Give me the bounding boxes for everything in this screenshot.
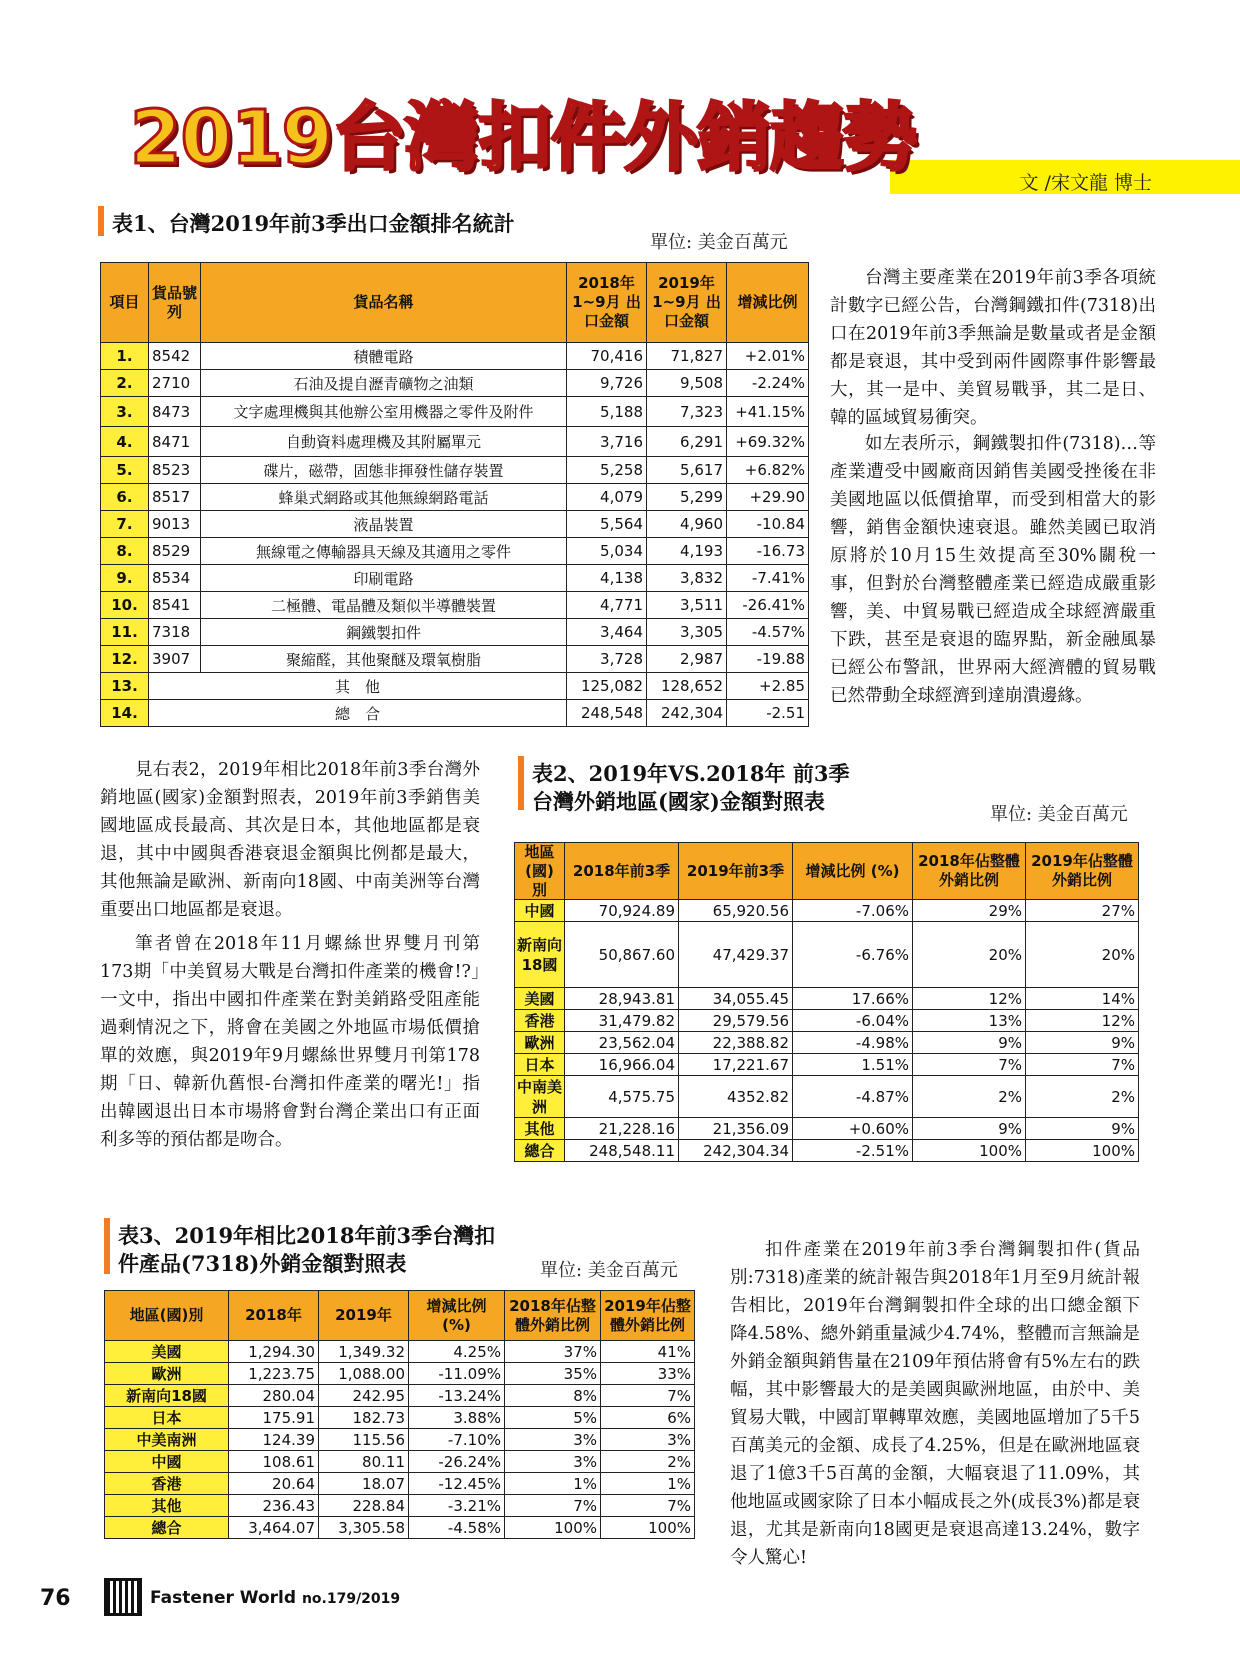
table-cell: -2.51 bbox=[727, 700, 809, 727]
table-cell: +41.15% bbox=[727, 397, 809, 427]
table-cell: 3,716 bbox=[567, 427, 647, 457]
table-cell: 1,223.75 bbox=[229, 1363, 319, 1385]
table-cell: 新南向18國 bbox=[105, 1385, 229, 1407]
table-cell: 2% bbox=[913, 1076, 1026, 1118]
table-cell: 8473 bbox=[149, 397, 201, 427]
table-cell: 12% bbox=[913, 988, 1026, 1010]
fastener-export-table bbox=[104, 1290, 695, 1539]
table-cell: 中美南洲 bbox=[105, 1429, 229, 1451]
table-cell: 28,943.81 bbox=[565, 988, 679, 1010]
table-cell: 8% bbox=[505, 1385, 601, 1407]
col-header: 2018年前3季 bbox=[565, 843, 679, 900]
table-cell: 20% bbox=[913, 922, 1026, 988]
table-cell: 248,548 bbox=[567, 700, 647, 727]
table-cell: -2.51% bbox=[793, 1140, 913, 1162]
table-cell: 5% bbox=[505, 1407, 601, 1429]
table-cell: 50,867.60 bbox=[565, 922, 679, 988]
table-cell: -6.76% bbox=[793, 922, 913, 988]
table-cell: -3.21% bbox=[409, 1495, 505, 1517]
table-cell: +0.60% bbox=[793, 1118, 913, 1140]
table-row bbox=[105, 1363, 695, 1385]
table-cell: +69.32% bbox=[727, 427, 809, 457]
export-ranking-table bbox=[100, 262, 809, 727]
table-cell: 13. bbox=[101, 673, 149, 700]
table-cell: 2,987 bbox=[647, 646, 727, 673]
table-row bbox=[105, 1341, 695, 1363]
table-cell: 18.07 bbox=[319, 1473, 409, 1495]
table-row bbox=[101, 592, 809, 619]
table-row bbox=[515, 900, 1139, 922]
col-header: 2018年佔整體外銷比例 bbox=[505, 1291, 601, 1341]
table-cell: 128,652 bbox=[647, 673, 727, 700]
table-cell: 8534 bbox=[149, 565, 201, 592]
table-cell: 香港 bbox=[515, 1010, 565, 1032]
table-cell: 108.61 bbox=[229, 1451, 319, 1473]
issue-number: no.179/2019 bbox=[301, 1591, 401, 1607]
table3-unit: 單位: 美金百萬元 bbox=[540, 1260, 678, 1281]
table-row bbox=[515, 1032, 1139, 1054]
table-cell: -6.04% bbox=[793, 1010, 913, 1032]
total-row bbox=[101, 700, 809, 727]
table-cell: 8542 bbox=[149, 343, 201, 370]
table-cell: 4,079 bbox=[567, 484, 647, 511]
table-cell: 21,356.09 bbox=[679, 1118, 793, 1140]
table-cell: 6. bbox=[101, 484, 149, 511]
table-row bbox=[101, 619, 809, 646]
table-cell: 35% bbox=[505, 1363, 601, 1385]
table-cell: 21,228.16 bbox=[565, 1118, 679, 1140]
table-cell: 47,429.37 bbox=[679, 922, 793, 988]
table-cell: 27% bbox=[1026, 900, 1139, 922]
col-header: 地區(國)別 bbox=[515, 843, 565, 900]
table-row bbox=[101, 370, 809, 397]
magazine-name: Fastener World bbox=[150, 1588, 297, 1608]
table-cell: 17.66% bbox=[793, 988, 913, 1010]
table-cell: 5,564 bbox=[567, 511, 647, 538]
table-cell: 100% bbox=[1026, 1140, 1139, 1162]
table-cell: +6.82% bbox=[727, 457, 809, 484]
table-cell: 242,304.34 bbox=[679, 1140, 793, 1162]
table-row bbox=[515, 1118, 1139, 1140]
table-cell: 液晶裝置 bbox=[201, 511, 567, 538]
table1-unit: 單位: 美金百萬元 bbox=[650, 232, 788, 253]
table-cell: 4,193 bbox=[647, 538, 727, 565]
table-cell: 242.95 bbox=[319, 1385, 409, 1407]
region-comparison-table bbox=[514, 842, 1139, 1162]
table-cell: 2% bbox=[1026, 1076, 1139, 1118]
col-header: 2018年 1~9月 出口金額 bbox=[567, 263, 647, 343]
table-cell: 248,548.11 bbox=[565, 1140, 679, 1162]
table-cell: 其他 bbox=[105, 1495, 229, 1517]
table-cell: 總合 bbox=[105, 1517, 229, 1539]
total-row bbox=[105, 1517, 695, 1539]
table-cell: 11. bbox=[101, 619, 149, 646]
table-cell: 4. bbox=[101, 427, 149, 457]
table-cell: 4,138 bbox=[567, 565, 647, 592]
table-cell: 3% bbox=[505, 1451, 601, 1473]
table2-commentary: 見右表2，2019年相比2018年前3季台灣外銷地區(國家)金額對照表，2019年前3季銷售美國地區成長最高、其次是日本，其他地區都是衰退，其中中國與香港衰退金額與比例都是最大，其他無論是歐洲、新南向18國、中南美洲等台灣重要出口地區都是衰退。 bbox=[100, 760, 480, 920]
table-row bbox=[101, 343, 809, 370]
table-row bbox=[515, 1076, 1139, 1118]
table-cell: 3.88% bbox=[409, 1407, 505, 1429]
col-header: 2019年 bbox=[319, 1291, 409, 1341]
col-header: 增減比例 (%) bbox=[409, 1291, 505, 1341]
table-cell: 4,960 bbox=[647, 511, 727, 538]
table-cell: 70,416 bbox=[567, 343, 647, 370]
table-cell: 34,055.45 bbox=[679, 988, 793, 1010]
table-row bbox=[515, 1010, 1139, 1032]
table-cell: 175.91 bbox=[229, 1407, 319, 1429]
table-cell: 4,771 bbox=[567, 592, 647, 619]
col-header: 項目 bbox=[101, 263, 149, 343]
qr-code-icon bbox=[104, 1578, 142, 1616]
table-cell: -16.73 bbox=[727, 538, 809, 565]
table-cell: 碟片，磁帶，固態非揮發性儲存裝置 bbox=[201, 457, 567, 484]
table-cell: 自動資料處理機及其附屬單元 bbox=[201, 427, 567, 457]
col-header: 2019年 1~9月 出口金額 bbox=[647, 263, 727, 343]
table2-title-line1: 表2、2019年VS.2018年 前3季 bbox=[532, 761, 850, 786]
table-cell: -7.10% bbox=[409, 1429, 505, 1451]
table-cell: 3% bbox=[505, 1429, 601, 1451]
table-cell: 9,726 bbox=[567, 370, 647, 397]
table-cell: 12. bbox=[101, 646, 149, 673]
table-cell: -4.87% bbox=[793, 1076, 913, 1118]
col-header: 貨品號列 bbox=[149, 263, 201, 343]
table-cell: 3,832 bbox=[647, 565, 727, 592]
col-header: 2018年 bbox=[229, 1291, 319, 1341]
table-row bbox=[101, 538, 809, 565]
table-cell: 4,575.75 bbox=[565, 1076, 679, 1118]
author: 文 /宋文龍 博士 bbox=[1019, 172, 1152, 194]
col-header: 2019年佔整體外銷比例 bbox=[601, 1291, 695, 1341]
table-cell: 歐洲 bbox=[515, 1032, 565, 1054]
table-cell: 3,728 bbox=[567, 646, 647, 673]
table-cell: 80.11 bbox=[319, 1451, 409, 1473]
table-cell: 文字處理機與其他辦公室用機器之零件及附件 bbox=[201, 397, 567, 427]
table-cell: 8471 bbox=[149, 427, 201, 457]
table-cell: -26.24% bbox=[409, 1451, 505, 1473]
table-cell: 無線電之傳輸器具天線及其適用之零件 bbox=[201, 538, 567, 565]
table-cell: -10.84 bbox=[727, 511, 809, 538]
table2-unit: 單位: 美金百萬元 bbox=[990, 804, 1128, 825]
table2-title-line2: 台灣外銷地區(國家)金額對照表 bbox=[532, 789, 825, 814]
table-cell: 9,508 bbox=[647, 370, 727, 397]
intro-paragraph: 台灣主要產業在2019年前3季各項統計數字已經公告，台灣鋼鐵扣件(7318)出口在2019年前3季無論是數量或者是金額都是衰退，其中受到兩件國際事件影響最大，其一是中、美貿易戰爭，其二是日、韓的區域貿易衝突。 bbox=[830, 268, 1156, 428]
table-cell: 1. bbox=[101, 343, 149, 370]
table-cell: 3907 bbox=[149, 646, 201, 673]
table-row bbox=[105, 1429, 695, 1451]
page-number: 76 bbox=[40, 1586, 71, 1611]
table-cell: -26.41% bbox=[727, 592, 809, 619]
article-title: 2019台灣扣件外銷趨勢 bbox=[130, 95, 916, 181]
table-cell: 4.25% bbox=[409, 1341, 505, 1363]
table-cell: 236.43 bbox=[229, 1495, 319, 1517]
table-cell: 124.39 bbox=[229, 1429, 319, 1451]
table-cell: 二極體、電晶體及類似半導體裝置 bbox=[201, 592, 567, 619]
table-cell: 17,221.67 bbox=[679, 1054, 793, 1076]
table-cell: 香港 bbox=[105, 1473, 229, 1495]
table3-title-line1: 表3、2019年相比2018年前3季台灣扣 bbox=[118, 1223, 496, 1248]
table-cell: 中國 bbox=[105, 1451, 229, 1473]
table-cell: 7318 bbox=[149, 619, 201, 646]
table-cell: 13% bbox=[913, 1010, 1026, 1032]
section-marker bbox=[518, 756, 524, 810]
table-cell: 7,323 bbox=[647, 397, 727, 427]
table-cell: 5,299 bbox=[647, 484, 727, 511]
others-row bbox=[101, 673, 809, 700]
table-cell: 6% bbox=[601, 1407, 695, 1429]
table-cell: 美國 bbox=[105, 1341, 229, 1363]
table-row bbox=[101, 427, 809, 457]
table-row bbox=[515, 988, 1139, 1010]
table-cell: -12.45% bbox=[409, 1473, 505, 1495]
table-cell: 1,349.32 bbox=[319, 1341, 409, 1363]
table-row bbox=[101, 457, 809, 484]
table-cell: 總合 bbox=[515, 1140, 565, 1162]
table-row bbox=[515, 1054, 1139, 1076]
table-cell: 2% bbox=[601, 1451, 695, 1473]
table-cell: 182.73 bbox=[319, 1407, 409, 1429]
table-cell: 71,827 bbox=[647, 343, 727, 370]
table-cell: 中國 bbox=[515, 900, 565, 922]
table-cell: 4352.82 bbox=[679, 1076, 793, 1118]
table-cell: 22,388.82 bbox=[679, 1032, 793, 1054]
table-cell: 8541 bbox=[149, 592, 201, 619]
table-cell: 鋼鐵製扣件 bbox=[201, 619, 567, 646]
table-cell: -7.41% bbox=[727, 565, 809, 592]
section-marker bbox=[104, 1218, 110, 1274]
table-cell: -4.57% bbox=[727, 619, 809, 646]
table-cell: 10. bbox=[101, 592, 149, 619]
table-cell: 中南美洲 bbox=[515, 1076, 565, 1118]
col-header: 地區(國)別 bbox=[105, 1291, 229, 1341]
table-cell: 其他 bbox=[515, 1118, 565, 1140]
table-row bbox=[515, 922, 1139, 988]
table-cell: 8529 bbox=[149, 538, 201, 565]
table-cell: 9% bbox=[1026, 1118, 1139, 1140]
table-row bbox=[101, 646, 809, 673]
col-header: 增減比例 bbox=[727, 263, 809, 343]
fastener-analysis-paragraph: 扣件產業在2019年前3季台灣鋼製扣件(貨品別:7318)產業的統計報告與2018年1月至9月統計報告相比，2019年台灣鋼製扣件全球的出口總金額下降4.58%、總外銷重量減少4.74%，整體而言無論是外銷金額與銷售量在2109年預估將會有5%左右的跌幅，其中影響最大的是美國與歐洲地區，由於中、美貿易大戰，中國訂單轉單效應，美國地區增加了5千5百萬美元的金額、成長了4.25%，但是在歐洲地區衰退了1億3千5百萬的金額，大幅衰退了11.09%，其他地區或國家除了日本小幅成長之外(成長3%)都是衰退，尤其是新南向18國更是衰退高達13.24%，數字令人驚心! bbox=[730, 1240, 1140, 1568]
table-cell: 7% bbox=[601, 1495, 695, 1517]
table-cell: 3,464.07 bbox=[229, 1517, 319, 1539]
table-cell: 20% bbox=[1026, 922, 1139, 988]
table-cell: 242,304 bbox=[647, 700, 727, 727]
table-cell: 3% bbox=[601, 1429, 695, 1451]
table3-title-line2: 件產品(7318)外銷金額對照表 bbox=[118, 1251, 407, 1276]
table-cell: +29.90 bbox=[727, 484, 809, 511]
col-header: 2019年前3季 bbox=[679, 843, 793, 900]
table-cell: 23,562.04 bbox=[565, 1032, 679, 1054]
table-cell: 16,966.04 bbox=[565, 1054, 679, 1076]
table-cell: 29,579.56 bbox=[679, 1010, 793, 1032]
footer-magazine bbox=[150, 1588, 400, 1608]
table-cell: 8. bbox=[101, 538, 149, 565]
table-cell: 7% bbox=[913, 1054, 1026, 1076]
table-cell: 29% bbox=[913, 900, 1026, 922]
table-cell: 1.51% bbox=[793, 1054, 913, 1076]
table-cell: 41% bbox=[601, 1341, 695, 1363]
table-cell: 9. bbox=[101, 565, 149, 592]
table-cell: -2.24% bbox=[727, 370, 809, 397]
col-header: 增減比例 (%) bbox=[793, 843, 913, 900]
table-cell: 3,305 bbox=[647, 619, 727, 646]
table-cell: 9% bbox=[913, 1032, 1026, 1054]
table-cell: 1% bbox=[601, 1473, 695, 1495]
table1-title: 表1、台灣2019年前3季出口金額排名統計 bbox=[112, 211, 515, 236]
table-cell: -13.24% bbox=[409, 1385, 505, 1407]
table-row bbox=[101, 565, 809, 592]
table-cell: 100% bbox=[601, 1517, 695, 1539]
table-cell: 5,617 bbox=[647, 457, 727, 484]
total-row bbox=[515, 1140, 1139, 1162]
table-cell: 31,479.82 bbox=[565, 1010, 679, 1032]
table-cell: 1% bbox=[505, 1473, 601, 1495]
table-cell: 125,082 bbox=[567, 673, 647, 700]
table-cell: 20.64 bbox=[229, 1473, 319, 1495]
table-cell: 美國 bbox=[515, 988, 565, 1010]
table-cell: 歐洲 bbox=[105, 1363, 229, 1385]
table-cell: 印刷電路 bbox=[201, 565, 567, 592]
table-cell: 8517 bbox=[149, 484, 201, 511]
table-cell: -4.58% bbox=[409, 1517, 505, 1539]
table-cell: 9% bbox=[1026, 1032, 1139, 1054]
table-row bbox=[105, 1385, 695, 1407]
table-cell: 3,464 bbox=[567, 619, 647, 646]
table-row bbox=[105, 1473, 695, 1495]
table-cell: 14. bbox=[101, 700, 149, 727]
table-row bbox=[101, 484, 809, 511]
table-cell: 115.56 bbox=[319, 1429, 409, 1451]
table-cell: 3. bbox=[101, 397, 149, 427]
table-cell: +2.85 bbox=[727, 673, 809, 700]
table-cell: 14% bbox=[1026, 988, 1139, 1010]
table-cell: 65,920.56 bbox=[679, 900, 793, 922]
analysis-paragraph: 如左表所示，鋼鐵製扣件(7318)…等產業遭受中國廠商因銷售美國受挫後在非美國地區以低價搶單，而受到相當大的影響，銷售金額快速衰退。雖然美國已取消原將於10月15生效提高至30%關稅一事，但對於台灣整體產業已經造成嚴重影響，美、中貿易戰已經造成全球經濟嚴重下跌，甚至是衰退的臨界點，新金融風暴已經公布警訊，世界兩大經濟體的貿易戰已然帶動全球經濟到達崩潰邊緣。 bbox=[830, 434, 1156, 706]
col-header: 2018年佔整體外銷比例 bbox=[913, 843, 1026, 900]
table-cell: 7% bbox=[1026, 1054, 1139, 1076]
table-cell: 1,088.00 bbox=[319, 1363, 409, 1385]
table-cell: 3,305.58 bbox=[319, 1517, 409, 1539]
table-cell: 積體電路 bbox=[201, 343, 567, 370]
table-cell: 100% bbox=[505, 1517, 601, 1539]
table-row bbox=[101, 397, 809, 427]
table-cell: 聚縮醛，其他聚醚及環氧樹脂 bbox=[201, 646, 567, 673]
table-cell: 3,511 bbox=[647, 592, 727, 619]
table-cell: -7.06% bbox=[793, 900, 913, 922]
table-cell: 9% bbox=[913, 1118, 1026, 1140]
table-cell: 蜂巢式網路或其他無線網路電話 bbox=[201, 484, 567, 511]
table-cell: 5,034 bbox=[567, 538, 647, 565]
table-cell: 6,291 bbox=[647, 427, 727, 457]
table-cell: 5,188 bbox=[567, 397, 647, 427]
table-cell: -11.09% bbox=[409, 1363, 505, 1385]
table-cell: 5. bbox=[101, 457, 149, 484]
table-cell: 70,924.89 bbox=[565, 900, 679, 922]
table-cell: -19.88 bbox=[727, 646, 809, 673]
table-row bbox=[105, 1407, 695, 1429]
table-cell: 日本 bbox=[105, 1407, 229, 1429]
table-cell: 100% bbox=[913, 1140, 1026, 1162]
table-cell: -4.98% bbox=[793, 1032, 913, 1054]
table-cell: 新南向18國 bbox=[515, 922, 565, 988]
table-row bbox=[105, 1495, 695, 1517]
table-cell: 7% bbox=[601, 1385, 695, 1407]
table-cell: 2710 bbox=[149, 370, 201, 397]
table-cell: 5,258 bbox=[567, 457, 647, 484]
table-cell: 33% bbox=[601, 1363, 695, 1385]
table-cell: 總 合 bbox=[149, 700, 567, 727]
table-cell: 7% bbox=[505, 1495, 601, 1517]
table-cell: 7. bbox=[101, 511, 149, 538]
table-cell: 日本 bbox=[515, 1054, 565, 1076]
table-cell: 2. bbox=[101, 370, 149, 397]
table-cell: 1,294.30 bbox=[229, 1341, 319, 1363]
table-cell: 9013 bbox=[149, 511, 201, 538]
col-header: 貨品名稱 bbox=[201, 263, 567, 343]
col-header: 2019年佔整體外銷比例 bbox=[1026, 843, 1139, 900]
table-cell: 其 他 bbox=[149, 673, 567, 700]
table-cell: +2.01% bbox=[727, 343, 809, 370]
section-marker bbox=[98, 206, 104, 236]
table-cell: 37% bbox=[505, 1341, 601, 1363]
table-cell: 石油及提自瀝青礦物之油類 bbox=[201, 370, 567, 397]
table-row bbox=[101, 511, 809, 538]
author-reference-paragraph: 筆者曾在2018年11月螺絲世界雙月刊第173期「中美貿易大戰是台灣扣件產業的機會!?」一文中，指出中國扣件產業在對美銷路受阻產能過剩情況之下，將會在美國之外地區市場低價搶單的效應，與2019年9月螺絲世界雙月刊第178期「日、韓新仇舊恨-台灣扣件產業的曙光!」指出韓國退出日本市場將會對台灣企業出口有正面利多等的預估都是吻合。 bbox=[100, 934, 480, 1150]
table-cell: 12% bbox=[1026, 1010, 1139, 1032]
table-cell: 228.84 bbox=[319, 1495, 409, 1517]
table-cell: 280.04 bbox=[229, 1385, 319, 1407]
table-row bbox=[105, 1451, 695, 1473]
table-cell: 8523 bbox=[149, 457, 201, 484]
